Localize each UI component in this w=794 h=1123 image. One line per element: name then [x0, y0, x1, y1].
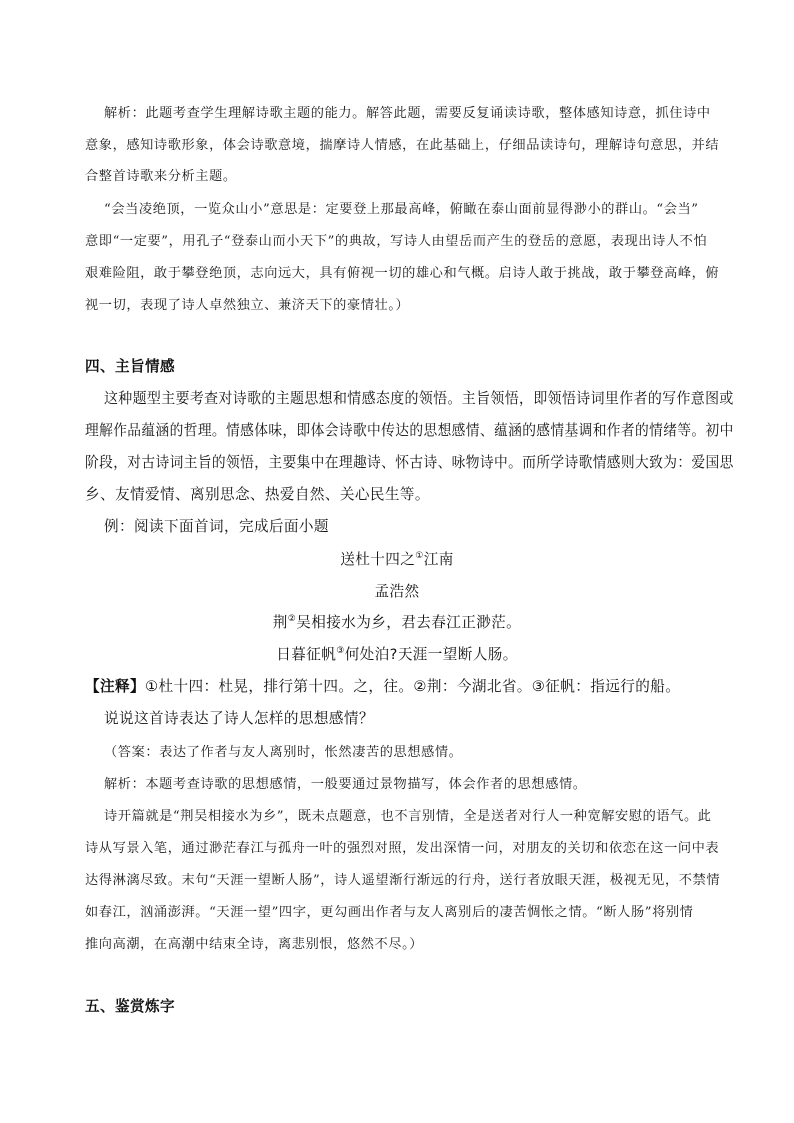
poem-line-1	[0, 611, 794, 632]
section-4-intro-line-4: 乡、友情爱情、离别思念、热爱自然、关心民生等。	[85, 486, 430, 503]
question: 说说这首诗表达了诗人怎样的思想感情？	[104, 710, 374, 727]
section-4-intro-line-1: 这种题型主要考查对诗歌的主题思想和情感态度的领悟。主旨领悟，即领悟诗词里作者的写作意图或	[104, 390, 734, 407]
poem-title-text: 送杜十四之	[340, 551, 416, 568]
poem-line-1-start: 荆	[272, 614, 288, 631]
poem-line-2	[0, 643, 794, 664]
notes-text: ①杜十四：杜晃，排行第十四。之，往。②荆：今湖北省。③征帆：指远行的船。	[144, 678, 681, 695]
poem-notes	[85, 675, 680, 696]
analysis-2-line-3: 艰难险阻，敢于攀登绝顶，志向远大，具有俯视一切的雄心和气概。启诗人敢于挑战，敢于攀登高峰，俯	[85, 266, 720, 281]
analysis-line-4: 如春江，汹涌澎湃。“天涯一望”四字，更勾画出作者与友人离别后的凄苦惆怅之情。“断人肠”将别情	[85, 905, 694, 920]
poem-title-text-end: 江南	[423, 551, 454, 568]
poem-line-2-note-mark: ③	[336, 646, 345, 657]
section-4-heading: 四、主旨情感	[85, 358, 175, 375]
analysis-1-line-2: 意象，感知诗歌形象，体会诗歌意境，揣摩诗人情感，在此基础上，仔细品读诗句，理解诗句意思，并结	[85, 138, 720, 153]
poem-line-1-end: 吴相接水为乡，君去春江正渺茫。	[296, 614, 522, 631]
analysis-2-line-4: 视一切，表现了诗人卓然独立、兼济天下的豪情壮。）	[85, 298, 410, 313]
analysis-2-line-2: 意即“一定要”，用孔子“登泰山而小天下”的典故，写诗人由望岳而产生的登岳的意愿，表现出诗人不怕	[85, 234, 708, 249]
analysis-line-1: 诗开篇就是“荆吴相接水为乡”，既未点题意，也不言别情，全是送者对行人一种宽解安慰的语气。此	[104, 809, 712, 824]
analysis-line-3: 达得淋漓尽致。末句“天涯一望断人肠”，诗人遥望渐行渐远的行舟，送行者放眼天涯，极视无见，不禁情	[85, 873, 721, 888]
poem-title	[0, 548, 794, 569]
analysis-1-line-3: 合整首诗歌来分析主题。	[85, 169, 237, 184]
poem-title-note-mark: ①	[415, 551, 424, 562]
analysis-2-line-1: “会当凌绝顶，一览众山小”意思是：定要登上那最高峰，俯瞰在泰山面前显得渺小的群山。“会当”	[104, 202, 699, 217]
poem-line-2-start: 日暮征帆	[276, 646, 337, 663]
poem-line-1-note-mark: ②	[287, 614, 297, 625]
answer: （答案：表达了作者与友人离别时，怅然凄苦的思想感情。	[104, 745, 463, 760]
poem-line-2-end: 何处泊?天涯一望断人肠。	[344, 646, 518, 663]
analysis-line-5: 推向高潮，在高潮中结束全诗，离悲别恨，悠然不尽。）	[85, 937, 424, 952]
section-4-intro-line-2: 理解作品蕴涵的哲理。情感体味，即体会诗歌中传达的思想感情、蕴涵的感情基调和作者的情绪等。初中	[85, 422, 734, 439]
analysis-summary: 解析：本题考查诗歌的思想感情，一般要通过景物描写，体会作者的思想感情。	[104, 777, 587, 792]
analysis-line-2: 诗从写景入笔，通过渺茫春江与孤舟一叶的强烈对照，发出深情一问，对朋友的关切和依恋在这一问中表	[85, 841, 720, 856]
analysis-1-line-1: 解析：此题考查学生理解诗歌主题的能力。解答此题，需要反复诵读诗歌，整体感知诗意，抓住诗中	[104, 106, 711, 121]
notes-label: 【注释】	[85, 678, 145, 695]
poem-author: 孟浩然	[374, 583, 420, 600]
section-5-heading: 五、鉴赏炼字	[85, 998, 175, 1015]
section-4-intro-line-3: 阶段，对古诗词主旨的领悟，主要集中在理趣诗、怀古诗、咏物诗中。而所学诗歌情感则大致为：爱国思	[85, 454, 734, 471]
example-prompt: 例：阅读下面首词，完成后面小题	[104, 518, 329, 535]
